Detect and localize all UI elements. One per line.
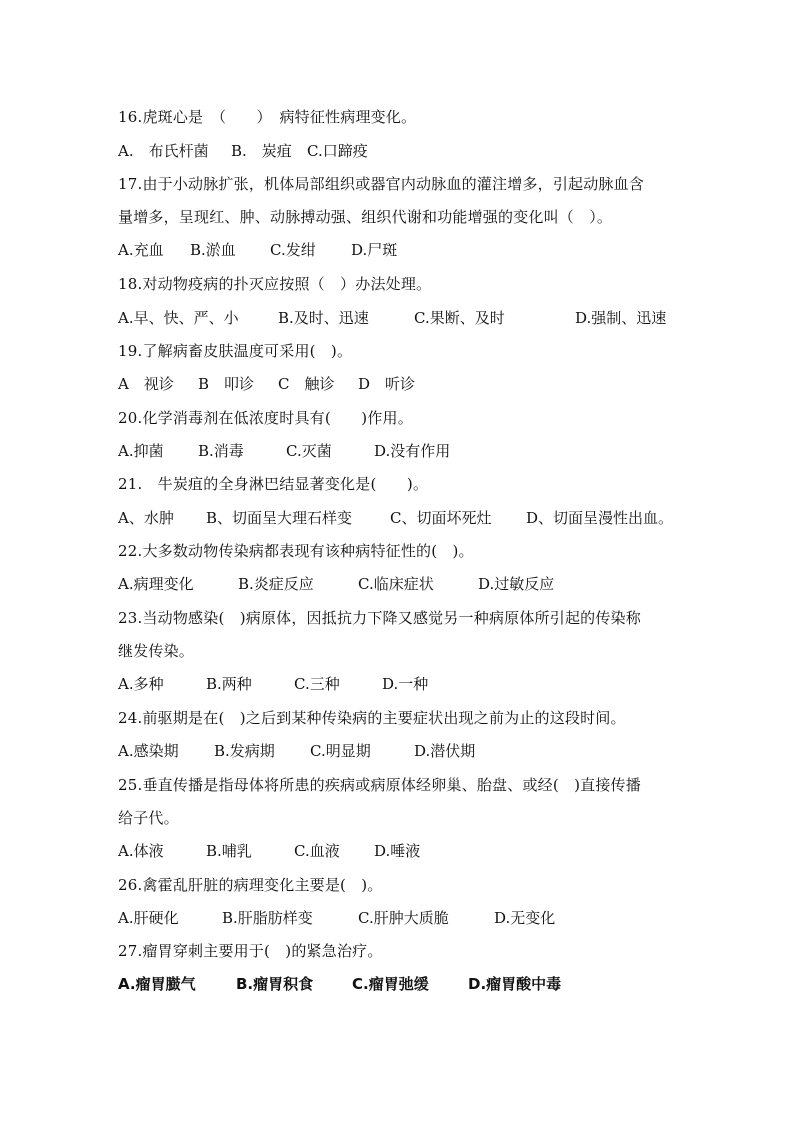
option-d: D 听诊 <box>358 375 416 393</box>
option-c: C.果断、及时 <box>414 309 505 327</box>
question-21-options <box>118 508 688 528</box>
question-23-text-line2: 继发传染。 <box>118 642 195 660</box>
question-27-text: 27.瘤胃穿刺主要用于( )的紧急治疗。 <box>118 942 383 960</box>
option-d: D、切面呈漫性出血。 <box>526 509 674 527</box>
option-c: C.肝肿大质脆 <box>358 909 449 927</box>
option-b: B.两种 <box>206 675 252 693</box>
option-c: C.明显期 <box>310 742 371 760</box>
option-a: A 视诊 <box>118 375 174 393</box>
option-c: C、切面坏死灶 <box>390 509 492 527</box>
question-20-text: 20.化学消毒剂在低浓度时具有( )作用。 <box>118 409 413 427</box>
option-c: C.灭菌 <box>286 442 332 460</box>
option-a: A.体液 <box>118 842 164 860</box>
question-22-text: 22.大多数动物传染病都表现有该种病特征性的( )。 <box>118 542 474 560</box>
option-b: B.发病期 <box>214 742 275 760</box>
option-b: B、切面呈大理石样变 <box>206 509 353 527</box>
option-d: D.唾液 <box>374 842 421 860</box>
option-a: A.多种 <box>118 675 164 693</box>
option-c: C 触诊 <box>278 375 335 393</box>
question-26-text: 26.禽霍乱肝脏的病理变化主要是( )。 <box>118 876 383 894</box>
option-c: C.瘤胃弛缓 <box>352 975 429 993</box>
option-b: B.肝脂肪样变 <box>222 909 313 927</box>
question-27-options <box>118 974 688 994</box>
question-25-options <box>118 841 688 861</box>
question-20-options <box>118 441 688 461</box>
option-b: B.及时、迅速 <box>278 309 369 327</box>
question-24-text: 24.前驱期是在( )之后到某种传染病的主要症状出现之前为止的这段时间。 <box>118 709 626 727</box>
option-a: A、水肿 <box>118 509 174 527</box>
question-17-text-line2: 量增多，呈现红、肿、动脉搏动强、组织代谢和功能增强的变化叫（ ）。 <box>118 208 613 226</box>
option-b: B.瘤胃积食 <box>236 975 314 993</box>
question-18-text: 18.对动物疫病的扑灭应按照（ ）办法处理。 <box>118 275 432 293</box>
question-17-text-line1: 17.由于小动脉扩张，机体局部组织或器官内动脉血的灌注增多，引起动脉血含 <box>118 175 645 193</box>
question-19-options <box>118 374 688 394</box>
option-a: A.病理变化 <box>118 575 194 593</box>
option-d: D.过敏反应 <box>478 575 555 593</box>
option-b: B. 炭疽 <box>231 142 292 160</box>
option-a: A.充血 <box>118 241 164 259</box>
question-16-text: 16.虎斑心是 （ ） 病特征性病理变化。 <box>118 108 417 126</box>
option-a: A.感染期 <box>118 742 179 760</box>
option-d: D.瘤胃酸中毒 <box>468 975 562 993</box>
option-d: D.一种 <box>382 675 429 693</box>
option-c: C.临床症状 <box>358 575 434 593</box>
question-24-options <box>118 741 688 761</box>
option-b: B.哺乳 <box>206 842 252 860</box>
option-a: A. 布氏杆菌 <box>118 142 209 160</box>
option-b: B.消毒 <box>198 442 244 460</box>
option-d: D.强制、迅速 <box>575 309 667 327</box>
question-23-text-line1: 23.当动物感染( )病原体，因抵抗力下降又感觉另一种病原体所引起的传染称 <box>118 609 641 627</box>
question-21-text: 21. 牛炭疽的全身淋巴结显著变化是( )。 <box>118 475 429 493</box>
option-a: A.肝硬化 <box>118 909 179 927</box>
question-23-options <box>118 674 688 694</box>
question-22-options <box>118 574 688 594</box>
option-a: A.早、快、严、小 <box>118 309 239 327</box>
question-16-options <box>118 141 688 161</box>
option-d: D.无变化 <box>494 909 556 927</box>
option-b: B 叩诊 <box>198 375 255 393</box>
question-25-text-line2: 给子代。 <box>118 809 179 827</box>
question-25-text-line1: 25.垂直传播是指母体将所患的疾病或病原体经卵巢、胎盘、或经( )直接传播 <box>118 776 641 794</box>
option-a: A.抑菌 <box>118 442 164 460</box>
question-17-options <box>118 240 688 260</box>
question-18-options <box>118 308 688 328</box>
option-d: D.尸斑 <box>351 241 398 259</box>
option-c: C.三种 <box>294 675 340 693</box>
option-b: B.淤血 <box>190 241 236 259</box>
question-19-text: 19.了解病畜皮肤温度可采用( )。 <box>118 342 353 360</box>
option-c: C.血液 <box>294 842 340 860</box>
question-26-options <box>118 908 688 928</box>
option-b: B.炎症反应 <box>238 575 314 593</box>
option-c: C.发绀 <box>270 241 316 259</box>
option-c: C.口蹄疫 <box>307 142 368 160</box>
option-d: D.潜伏期 <box>414 742 476 760</box>
option-d: D.没有作用 <box>374 442 451 460</box>
option-a: A.瘤胃臌气 <box>118 975 196 993</box>
